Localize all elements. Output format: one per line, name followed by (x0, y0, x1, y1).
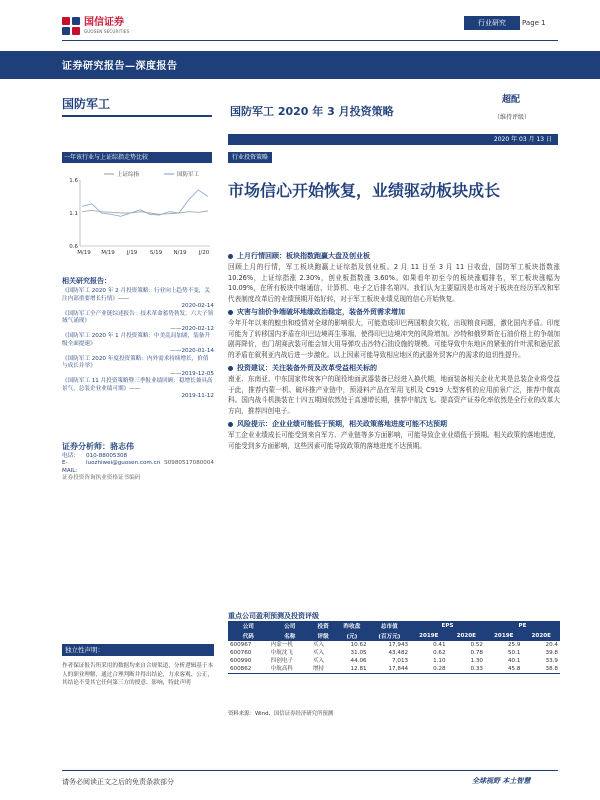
table-header-cell: 2020E (522, 631, 560, 641)
related-item[interactable]: 《国防军工 2020 年 2 月投资策略：行业向上趋势不变，关注内部重要增长行情》—— 2020-02-14 (62, 288, 214, 309)
table-cell: 38.8 (522, 665, 560, 674)
table-cell: 17,943 (388, 642, 409, 648)
y-tick-label: 0.6 (69, 244, 78, 250)
logo-mark-icon (62, 17, 80, 35)
x-tick-label: M/19 (77, 250, 91, 256)
table-cell: 44.06 (350, 658, 367, 664)
section-body: 回顾上月的行情，军工板块跑赢上证综指及创业板。2 月 11 日至 3 月 11 日收盘，国防军工板块指数涨 10.26%，上证综指涨 2.30%，创业板指数涨 3.60%。如果看年初至今的板块涨幅排名，军工板块涨幅为 10.09%，在所有板块中继通信、计算机、电子之后排名第四。我们认为主要原因是市场对于板块在经历军改和军代表制度改革后的业绩预期开始好转，对于军工板块业绩兑现的信心开始恢复。 (228, 263, 560, 303)
legend-label: 上证综指 (117, 172, 140, 178)
related-reports (62, 276, 214, 401)
table-header-cell: 公司 (228, 621, 269, 631)
series-line-1 (82, 190, 208, 216)
section (228, 307, 560, 360)
table-cell: 买入 (312, 650, 325, 656)
section-body: 军工企业业绩成长可能受到来自军方、产业链等多方面影响，可能导致企业业绩低于预期。相关政策的落地进度，可能受到多方面影响，这些因素可能导致政策的落地进度不达预期。 (228, 431, 560, 450)
table-cell: 12.81 (335, 665, 368, 674)
table-header-cell: 2019E (485, 631, 522, 641)
related-item[interactable]: 《国防军工全产业链综述报告：技术革命蓄势勃发，六大子领域气涌现》 ——2020-02-12 (62, 310, 214, 332)
table-header-cell: 2020E (448, 631, 485, 641)
section (228, 363, 560, 416)
table-cell: 39.8 (545, 650, 558, 656)
section-body: 今年开年以来的蝗虫和疫情对全球的影响很大，可能造成印巴两国粮食欠收，出现粮食问题，激化国内矛盾。印度可能为了转移国内矛盾在印巴边境再生事端，使得印巴边境冲突的风险增加。沙特和俄罗斯在石油价格上的争端加剧再降价，也门胡赛武装可能会加大用导弹攻击沙特石油设施的规模。可能导致中东地区的紧张的什叶派和逊尼派的矛盾在叙利亚内战后进一步激化。以上因素可能导致相应地区的武器外贸客户的需求的迫切性提升。 (228, 319, 560, 359)
table-header-cell: PE (485, 621, 560, 631)
table-cell: 买入 (312, 658, 325, 664)
bullet-icon (228, 366, 233, 371)
section-heading: 投资建议：关注装备外贸及改革受益相关标的 (237, 364, 377, 372)
table-header-cell: 名称 (269, 631, 311, 641)
table-row[interactable] (228, 649, 560, 657)
table-cell: 中航沈飞 (270, 650, 294, 656)
x-tick-label: J/20 (198, 250, 210, 256)
forecast-table (228, 621, 560, 674)
table-cell: 1.30 (470, 658, 483, 664)
table-cell: 0.52 (470, 642, 483, 648)
industry-name: 国防军工 (62, 91, 212, 117)
section-body: 南亚、东南亚、中东国家传统客户的现役地面武器装备已经进入换代期，地面装备相关企业尤其是总装企业将受益于此，推荐内蒙一机、破坏推产业链中，预浸料产品在军用飞机及 C919 大型客机的应用前景广泛，推荐中航高科。国内战斗机换装在十四五期间依然处于高速增长期，推荐中航沈飞。提高资产证券化率依然是全行业的改革大方向，推荐四创电子。 (228, 375, 560, 415)
table-cell: 四创电子 (270, 658, 294, 664)
table-cell: 0.78 (470, 650, 483, 656)
table-header-cell: 2019E (410, 631, 447, 641)
table-cell: 31.05 (350, 650, 367, 656)
table-row[interactable] (228, 665, 560, 674)
footer-slogan: 全球视野 本土智慧 (472, 777, 531, 785)
table-cell: 中航高科 (269, 665, 311, 674)
table-cell: 10.62 (350, 642, 367, 648)
table-cell: 0.28 (410, 665, 447, 674)
license-number: S0980517080004 (164, 460, 214, 467)
table-cell: 50.1 (508, 650, 521, 656)
footer-disclaimer: 请务必阅读正文之后的免责条款部分 (62, 778, 174, 786)
table-header-cell: 公司 (269, 621, 311, 631)
legend-label: 国防军工 (177, 172, 200, 178)
bullet-icon (228, 254, 233, 259)
y-tick-label: 1.1 (69, 211, 78, 217)
rating-sub: （维持评级） (494, 114, 531, 121)
analyst-name: 证券分析师：骆志伟 (62, 442, 134, 451)
table-header-cell: EPS (410, 621, 485, 631)
table-cell: 600990 (230, 658, 252, 664)
related-item[interactable]: 《国防军工 2020 年度投资策略：内外需求持续增长，价值与成长并举》 ——2019-12-05 (62, 355, 214, 377)
x-tick-label: N/19 (173, 250, 187, 256)
table-header-cell: 投资 (311, 621, 335, 631)
table-cell: 600760 (230, 650, 252, 656)
report-title: 国防军工 2020 年 3 月投资策略 (230, 105, 394, 118)
rating: 超配 (502, 95, 521, 105)
logo-text-cn: 国信证券 (84, 17, 124, 28)
email-link[interactable]: luozhiwei@guosen.com.cn (86, 460, 161, 467)
table-row[interactable] (228, 641, 560, 649)
email-label: E-MAIL： (62, 460, 82, 474)
table-cell: 20.4 (545, 642, 558, 648)
page-number: Page 1 (522, 19, 546, 27)
headline: 市场信心开始恢复，业绩驱动板块成长 (228, 181, 501, 200)
table-cell: 17,844 (369, 665, 411, 674)
x-tick-label: M/19 (101, 250, 115, 256)
footer-divider (62, 770, 558, 771)
license-note: 证券投资咨询执业资格证书编码 (62, 475, 141, 482)
report-type: 证券研究报告—深度报告 (62, 61, 178, 72)
related-item[interactable]: 《国防军工 11 月投资策略暨三季报业绩回顾：稳增长兼具高景气，总装企业业绩可期》—— 2019-11-12 (62, 378, 214, 399)
table-cell: 43,482 (388, 650, 409, 656)
table-title: 重点公司盈利预测及投资评级 (228, 612, 319, 620)
table-cell: 0.41 (433, 642, 446, 648)
table-header-cell: 评级 (311, 631, 335, 641)
section-heading: 灾害与油价争端破坏地缘政治稳定，装备外贸需求增加 (237, 308, 405, 316)
table-cell: 增持 (311, 665, 335, 674)
table-header-cell: 昨收盘 (335, 621, 368, 631)
table-cell: 0.62 (433, 650, 446, 656)
table-source: 资料来源：Wind、国信证券经济研究所预测 (228, 711, 334, 717)
main-body (228, 251, 560, 454)
y-tick-label: 1.6 (69, 178, 78, 184)
table-cell: 0.33 (448, 665, 485, 674)
table-row[interactable] (228, 657, 560, 665)
analyst-contact (62, 453, 214, 483)
header-divider (62, 40, 558, 41)
table-header-cell: 代码 (228, 631, 269, 641)
table-cell: 内蒙一机 (270, 642, 294, 648)
chart-title: 一年该行业与上证综指走势比较 (62, 152, 212, 163)
related-title: 相关研究报告： (62, 277, 111, 285)
section (228, 251, 560, 304)
table-header-cell: (百万元) (369, 631, 411, 641)
trend-chart (62, 166, 214, 262)
table-header-cell: 总市值 (369, 621, 411, 631)
bullet-icon (228, 310, 233, 315)
x-tick-label: J/19 (126, 250, 138, 256)
table-cell: 40.1 (508, 658, 521, 664)
table-cell: 45.8 (485, 665, 522, 674)
table-cell: 1.10 (433, 658, 446, 664)
section-heading: 风险提示：企业业绩可能低于预期，相关政策落地进度可能不达预期 (237, 420, 447, 428)
disclaimer-title: 独立性声明： (62, 644, 214, 656)
related-item[interactable]: 《国防军工 2020 年 1 月投资策略：中美乱局加剧，装备升级全面提速》 ——2020-01-14 (62, 333, 214, 354)
section (228, 419, 560, 451)
table-cell: 25.9 (508, 642, 521, 648)
report-date: 2020 年 03 月 13 日 (228, 134, 558, 145)
table-cell: 600967 (230, 642, 252, 648)
phone-label: 电话： (62, 453, 79, 459)
logo-text-en: GUOSEN SECURITIES (84, 29, 130, 34)
table-header-cell: (元) (335, 631, 368, 641)
phone-value: 010-88005308 (86, 453, 128, 459)
bullet-icon (228, 422, 233, 427)
disclaimer-text: 作者保证报告所采用的数据均来自合规渠道，分析逻辑基于本人的职业理解，通过合理判断并得出结论，力求客观、公正，其结论不受其它任何第三方的授意、影响，特此声明 (62, 663, 214, 686)
company-logo (62, 14, 172, 38)
table-cell: 33.9 (545, 658, 558, 664)
section-heading: 上月行情回顾：板块指数跑赢大盘及创业板 (237, 252, 370, 260)
header-tag: 行业研究 (464, 16, 520, 30)
strategy-tag: 行业投资策略 (228, 152, 272, 163)
table-cell: 600862 (228, 665, 269, 674)
table-cell: 买入 (312, 642, 325, 648)
x-tick-label: S/19 (149, 250, 163, 256)
table-cell: 7,013 (392, 658, 409, 664)
